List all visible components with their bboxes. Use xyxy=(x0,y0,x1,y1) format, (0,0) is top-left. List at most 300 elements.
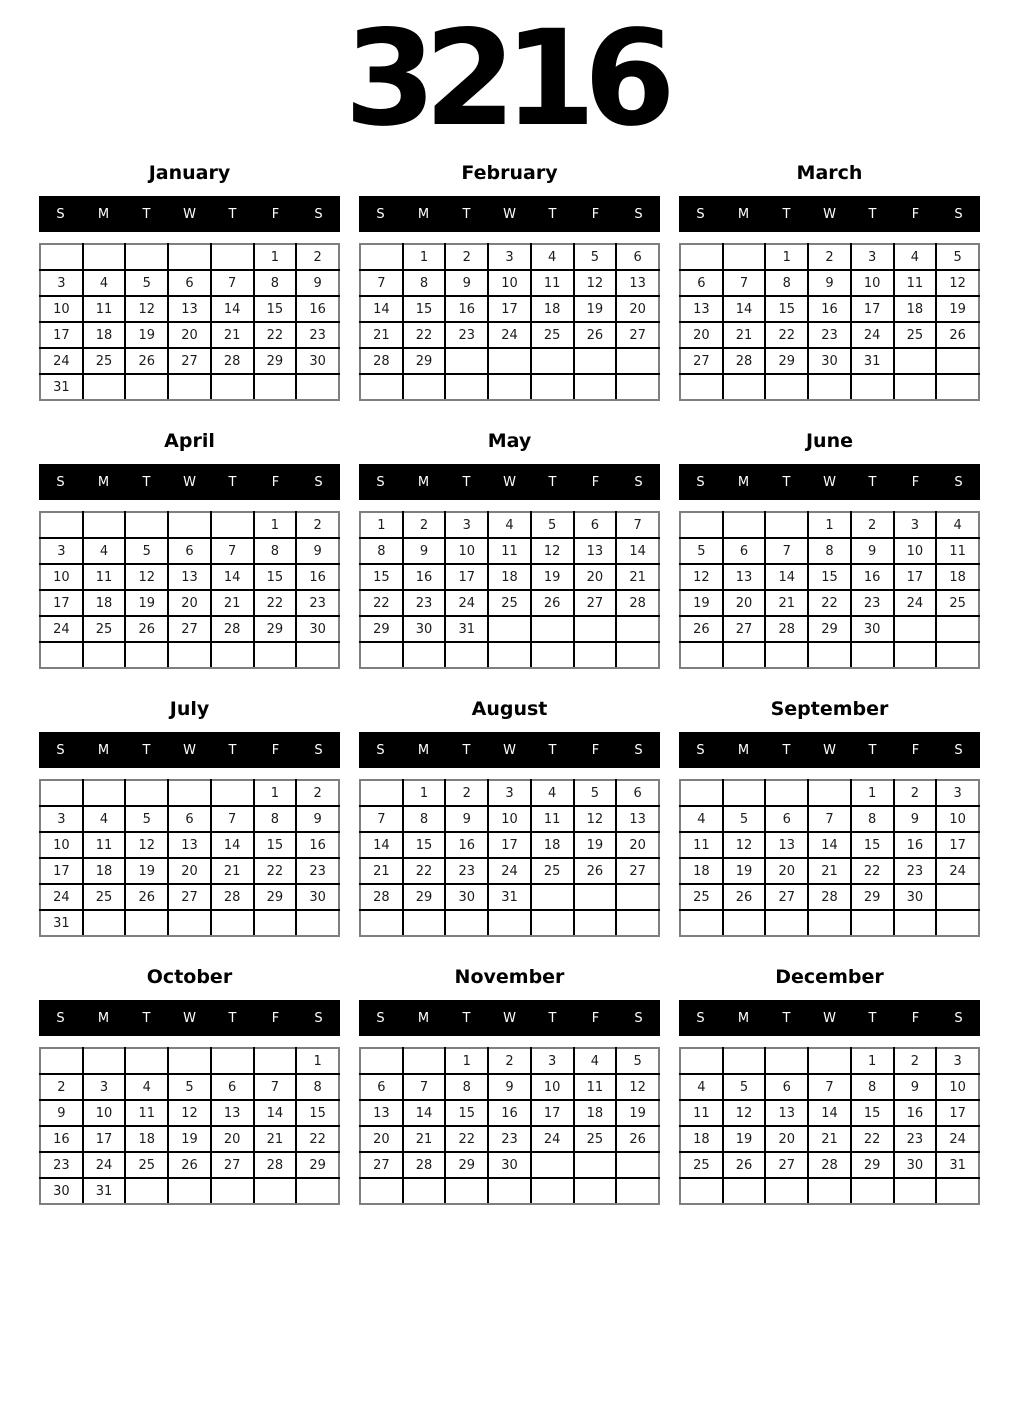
date-cell: 29 xyxy=(254,348,297,374)
month-grid-body xyxy=(680,244,979,400)
week-row xyxy=(680,884,979,910)
empty-cell xyxy=(360,1178,403,1204)
date-cell: 9 xyxy=(851,538,894,564)
week-row xyxy=(360,1126,659,1152)
date-cell: 19 xyxy=(936,296,979,322)
weekday-header xyxy=(679,464,980,500)
date-cell: 10 xyxy=(488,270,531,296)
empty-cell xyxy=(680,512,723,538)
weekday-letter: T xyxy=(548,206,557,222)
date-cell: 17 xyxy=(445,564,488,590)
date-cell: 19 xyxy=(125,322,168,348)
empty-cell xyxy=(808,780,851,806)
date-cell: 7 xyxy=(211,538,254,564)
date-cell: 13 xyxy=(168,296,211,322)
date-cell: 14 xyxy=(360,296,403,322)
empty-cell xyxy=(616,1178,659,1204)
date-cell: 11 xyxy=(680,832,723,858)
month-title: March xyxy=(796,162,863,184)
date-cell: 23 xyxy=(851,590,894,616)
date-cell: 11 xyxy=(574,1074,617,1100)
week-row xyxy=(360,616,659,642)
week-row xyxy=(680,296,979,322)
date-cell: 31 xyxy=(445,616,488,642)
weekday-letter: M xyxy=(97,1010,110,1026)
weekday-letter: W xyxy=(183,742,196,758)
date-cell: 9 xyxy=(445,806,488,832)
empty-cell xyxy=(936,348,979,374)
date-cell: 31 xyxy=(488,884,531,910)
date-cell: 5 xyxy=(168,1074,211,1100)
empty-cell xyxy=(808,910,851,936)
empty-cell xyxy=(851,910,894,936)
date-cell: 13 xyxy=(168,832,211,858)
week-row xyxy=(360,1074,659,1100)
empty-cell xyxy=(894,1178,937,1204)
empty-cell xyxy=(851,374,894,400)
week-row xyxy=(40,296,339,322)
date-cell: 19 xyxy=(125,858,168,884)
week-row xyxy=(360,348,659,374)
date-cell: 7 xyxy=(808,1074,851,1100)
empty-cell xyxy=(574,1178,617,1204)
date-cell: 13 xyxy=(616,270,659,296)
month-september xyxy=(679,686,980,937)
date-cell: 1 xyxy=(851,780,894,806)
date-cell: 1 xyxy=(445,1048,488,1074)
date-cell: 26 xyxy=(531,590,574,616)
month-june xyxy=(679,418,980,669)
date-cell: 24 xyxy=(894,590,937,616)
weekday-letter: W xyxy=(183,474,196,490)
date-cell: 26 xyxy=(616,1126,659,1152)
date-cell: 9 xyxy=(403,538,446,564)
weekday-letter: S xyxy=(696,742,705,758)
weekday-letter: F xyxy=(591,1010,600,1026)
date-cell: 17 xyxy=(40,858,83,884)
empty-cell xyxy=(936,1178,979,1204)
date-cell: 4 xyxy=(936,512,979,538)
date-cell: 9 xyxy=(488,1074,531,1100)
week-row xyxy=(40,1126,339,1152)
date-cell: 1 xyxy=(296,1048,339,1074)
empty-cell xyxy=(211,374,254,400)
date-cell: 25 xyxy=(680,884,723,910)
empty-cell xyxy=(894,642,937,668)
date-cell: 22 xyxy=(851,858,894,884)
week-row xyxy=(680,616,979,642)
date-cell: 26 xyxy=(125,616,168,642)
year-title: 3216 xyxy=(344,2,664,156)
date-cell: 3 xyxy=(936,780,979,806)
date-cell: 27 xyxy=(168,884,211,910)
date-cell: 28 xyxy=(616,590,659,616)
empty-cell xyxy=(723,642,766,668)
date-cell: 28 xyxy=(360,884,403,910)
date-cell: 27 xyxy=(680,348,723,374)
date-cell: 4 xyxy=(531,780,574,806)
week-row xyxy=(360,244,659,270)
date-cell: 18 xyxy=(83,322,126,348)
date-cell: 12 xyxy=(680,564,723,590)
empty-cell xyxy=(40,642,83,668)
empty-cell xyxy=(296,374,339,400)
empty-cell xyxy=(808,1048,851,1074)
date-cell: 13 xyxy=(723,564,766,590)
empty-cell xyxy=(936,616,979,642)
empty-cell xyxy=(723,512,766,538)
date-cell: 24 xyxy=(40,348,83,374)
date-cell: 29 xyxy=(851,884,894,910)
date-cell: 11 xyxy=(83,564,126,590)
date-cell: 9 xyxy=(296,538,339,564)
empty-cell xyxy=(936,374,979,400)
weekday-letter: S xyxy=(954,742,963,758)
date-cell: 27 xyxy=(765,884,808,910)
weekday-letter: T xyxy=(462,474,471,490)
week-row xyxy=(360,564,659,590)
date-cell: 29 xyxy=(360,616,403,642)
date-cell: 18 xyxy=(936,564,979,590)
empty-cell xyxy=(574,642,617,668)
weekday-letter: S xyxy=(56,742,65,758)
date-cell: 27 xyxy=(723,616,766,642)
empty-cell xyxy=(574,374,617,400)
weekday-letter: S xyxy=(376,1010,385,1026)
date-cell: 8 xyxy=(360,538,403,564)
weekday-letter: S xyxy=(314,474,323,490)
date-cell: 21 xyxy=(211,590,254,616)
week-row xyxy=(40,832,339,858)
weekday-letter: M xyxy=(417,1010,430,1026)
week-row xyxy=(680,780,979,806)
date-cell: 21 xyxy=(211,858,254,884)
weekday-header xyxy=(679,196,980,232)
date-cell: 19 xyxy=(168,1126,211,1152)
date-cell: 2 xyxy=(403,512,446,538)
week-row xyxy=(360,590,659,616)
weekday-letter: T xyxy=(462,742,471,758)
date-cell: 15 xyxy=(765,296,808,322)
date-cell: 29 xyxy=(808,616,851,642)
date-cell: 25 xyxy=(125,1152,168,1178)
date-cell: 27 xyxy=(168,348,211,374)
date-cell: 21 xyxy=(360,322,403,348)
date-cell: 8 xyxy=(296,1074,339,1100)
month-november xyxy=(359,954,660,1205)
empty-cell xyxy=(168,1048,211,1074)
date-cell: 30 xyxy=(403,616,446,642)
date-cell: 5 xyxy=(680,538,723,564)
date-cell: 31 xyxy=(40,374,83,400)
week-row xyxy=(680,348,979,374)
date-cell: 7 xyxy=(211,270,254,296)
weekday-letter: F xyxy=(271,206,280,222)
empty-cell xyxy=(168,512,211,538)
date-cell: 26 xyxy=(574,858,617,884)
empty-cell xyxy=(616,348,659,374)
date-cell: 30 xyxy=(894,1152,937,1178)
weekday-letter: S xyxy=(954,206,963,222)
date-cell: 12 xyxy=(723,1100,766,1126)
date-cell: 4 xyxy=(488,512,531,538)
date-cell: 30 xyxy=(40,1178,83,1204)
date-cell: 2 xyxy=(894,1048,937,1074)
empty-cell xyxy=(211,244,254,270)
month-july xyxy=(39,686,340,937)
empty-cell xyxy=(211,780,254,806)
empty-cell xyxy=(936,884,979,910)
date-cell: 18 xyxy=(531,832,574,858)
date-cell: 30 xyxy=(894,884,937,910)
date-cell: 13 xyxy=(765,832,808,858)
date-cell: 24 xyxy=(936,858,979,884)
date-cell: 14 xyxy=(360,832,403,858)
date-cell: 6 xyxy=(765,806,808,832)
date-cell: 5 xyxy=(531,512,574,538)
date-cell: 3 xyxy=(488,780,531,806)
empty-cell xyxy=(445,910,488,936)
date-cell: 20 xyxy=(765,858,808,884)
weekday-letter: M xyxy=(737,474,750,490)
weekday-letter: S xyxy=(376,742,385,758)
date-cell: 5 xyxy=(125,270,168,296)
empty-cell xyxy=(211,910,254,936)
date-cell: 21 xyxy=(211,322,254,348)
date-cell: 17 xyxy=(488,296,531,322)
week-row xyxy=(680,642,979,668)
date-cell: 15 xyxy=(296,1100,339,1126)
date-cell: 14 xyxy=(211,564,254,590)
date-cell: 3 xyxy=(936,1048,979,1074)
date-cell: 20 xyxy=(574,564,617,590)
empty-cell xyxy=(296,1178,339,1204)
date-cell: 30 xyxy=(445,884,488,910)
date-cell: 2 xyxy=(808,244,851,270)
date-cell: 7 xyxy=(765,538,808,564)
week-row xyxy=(40,858,339,884)
date-cell: 16 xyxy=(296,296,339,322)
weekday-letter: T xyxy=(548,742,557,758)
date-cell: 12 xyxy=(574,806,617,832)
empty-cell xyxy=(296,642,339,668)
week-row xyxy=(680,564,979,590)
empty-cell xyxy=(765,512,808,538)
date-cell: 6 xyxy=(211,1074,254,1100)
date-cell: 13 xyxy=(765,1100,808,1126)
date-cell: 9 xyxy=(894,806,937,832)
weekday-letter: W xyxy=(823,474,836,490)
date-cell: 11 xyxy=(531,270,574,296)
date-cell: 23 xyxy=(445,858,488,884)
weekday-letter: M xyxy=(737,742,750,758)
date-cell: 23 xyxy=(445,322,488,348)
date-cell: 27 xyxy=(574,590,617,616)
date-cell: 11 xyxy=(894,270,937,296)
empty-cell xyxy=(83,780,126,806)
weekday-letter: S xyxy=(634,742,643,758)
month-grid xyxy=(679,779,980,937)
weekday-letter: T xyxy=(462,1010,471,1026)
week-row xyxy=(360,512,659,538)
date-cell: 10 xyxy=(488,806,531,832)
date-cell: 4 xyxy=(125,1074,168,1100)
date-cell: 2 xyxy=(40,1074,83,1100)
date-cell: 18 xyxy=(531,296,574,322)
date-cell: 12 xyxy=(574,270,617,296)
date-cell: 25 xyxy=(936,590,979,616)
empty-cell xyxy=(894,374,937,400)
date-cell: 22 xyxy=(403,858,446,884)
date-cell: 1 xyxy=(765,244,808,270)
empty-cell xyxy=(403,910,446,936)
week-row xyxy=(360,322,659,348)
empty-cell xyxy=(894,910,937,936)
weekday-letter: S xyxy=(56,1010,65,1026)
date-cell: 24 xyxy=(531,1126,574,1152)
empty-cell xyxy=(765,642,808,668)
empty-cell xyxy=(765,374,808,400)
date-cell: 26 xyxy=(574,322,617,348)
date-cell: 7 xyxy=(403,1074,446,1100)
date-cell: 25 xyxy=(488,590,531,616)
date-cell: 27 xyxy=(211,1152,254,1178)
month-grid xyxy=(39,511,340,669)
date-cell: 11 xyxy=(125,1100,168,1126)
date-cell: 6 xyxy=(616,244,659,270)
date-cell: 12 xyxy=(936,270,979,296)
date-cell: 17 xyxy=(40,322,83,348)
date-cell: 23 xyxy=(403,590,446,616)
date-cell: 8 xyxy=(254,538,297,564)
month-grid-body xyxy=(360,512,659,668)
date-cell: 5 xyxy=(723,1074,766,1100)
empty-cell xyxy=(360,244,403,270)
empty-cell xyxy=(936,642,979,668)
date-cell: 1 xyxy=(808,512,851,538)
empty-cell xyxy=(168,1178,211,1204)
date-cell: 19 xyxy=(723,858,766,884)
date-cell: 18 xyxy=(488,564,531,590)
date-cell: 9 xyxy=(894,1074,937,1100)
week-row xyxy=(40,806,339,832)
empty-cell xyxy=(680,1048,723,1074)
date-cell: 17 xyxy=(40,590,83,616)
month-grid-body xyxy=(40,780,339,936)
date-cell: 22 xyxy=(360,590,403,616)
weekday-letter: W xyxy=(503,206,516,222)
date-cell: 20 xyxy=(360,1126,403,1152)
date-cell: 29 xyxy=(403,348,446,374)
weekday-letter: S xyxy=(56,474,65,490)
month-grid-body xyxy=(360,780,659,936)
date-cell: 30 xyxy=(488,1152,531,1178)
date-cell: 14 xyxy=(403,1100,446,1126)
date-cell: 8 xyxy=(403,270,446,296)
week-row xyxy=(360,296,659,322)
month-april xyxy=(39,418,340,669)
date-cell: 15 xyxy=(851,1100,894,1126)
weekday-letter: S xyxy=(314,742,323,758)
date-cell: 6 xyxy=(168,538,211,564)
week-row xyxy=(360,1178,659,1204)
date-cell: 15 xyxy=(403,296,446,322)
week-row xyxy=(40,1100,339,1126)
date-cell: 10 xyxy=(894,538,937,564)
month-may xyxy=(359,418,660,669)
date-cell: 1 xyxy=(403,780,446,806)
date-cell: 21 xyxy=(254,1126,297,1152)
empty-cell xyxy=(616,616,659,642)
weekday-header xyxy=(39,732,340,768)
date-cell: 12 xyxy=(125,296,168,322)
date-cell: 14 xyxy=(808,832,851,858)
date-cell: 28 xyxy=(808,884,851,910)
date-cell: 30 xyxy=(296,884,339,910)
date-cell: 31 xyxy=(851,348,894,374)
week-row xyxy=(40,1048,339,1074)
weekday-header xyxy=(359,1000,660,1036)
date-cell: 8 xyxy=(851,1074,894,1100)
date-cell: 16 xyxy=(296,564,339,590)
date-cell: 12 xyxy=(168,1100,211,1126)
date-cell: 24 xyxy=(488,858,531,884)
empty-cell xyxy=(403,642,446,668)
date-cell: 2 xyxy=(445,244,488,270)
week-row xyxy=(680,1178,979,1204)
empty-cell xyxy=(168,910,211,936)
date-cell: 21 xyxy=(360,858,403,884)
date-cell: 8 xyxy=(445,1074,488,1100)
week-row xyxy=(680,1048,979,1074)
month-grid xyxy=(359,779,660,937)
week-row xyxy=(40,642,339,668)
weekday-header xyxy=(359,732,660,768)
date-cell: 8 xyxy=(254,270,297,296)
date-cell: 25 xyxy=(83,348,126,374)
date-cell: 12 xyxy=(531,538,574,564)
empty-cell xyxy=(403,1178,446,1204)
empty-cell xyxy=(680,244,723,270)
weekday-letter: S xyxy=(376,474,385,490)
weekday-letter: M xyxy=(97,474,110,490)
empty-cell xyxy=(531,348,574,374)
weekday-letter: T xyxy=(228,742,237,758)
weekday-letter: T xyxy=(228,474,237,490)
date-cell: 29 xyxy=(765,348,808,374)
empty-cell xyxy=(168,642,211,668)
date-cell: 22 xyxy=(445,1126,488,1152)
date-cell: 13 xyxy=(616,806,659,832)
date-cell: 16 xyxy=(851,564,894,590)
date-cell: 31 xyxy=(40,910,83,936)
date-cell: 14 xyxy=(765,564,808,590)
month-title: January xyxy=(148,162,231,184)
week-row xyxy=(40,910,339,936)
month-title: August xyxy=(471,698,548,720)
date-cell: 15 xyxy=(808,564,851,590)
date-cell: 30 xyxy=(296,348,339,374)
month-grid-body xyxy=(680,512,979,668)
date-cell: 28 xyxy=(254,1152,297,1178)
weekday-letter: W xyxy=(823,1010,836,1026)
month-title: December xyxy=(775,966,884,988)
week-row xyxy=(680,244,979,270)
empty-cell xyxy=(403,1048,446,1074)
week-row xyxy=(680,538,979,564)
date-cell: 23 xyxy=(894,858,937,884)
empty-cell xyxy=(851,1178,894,1204)
